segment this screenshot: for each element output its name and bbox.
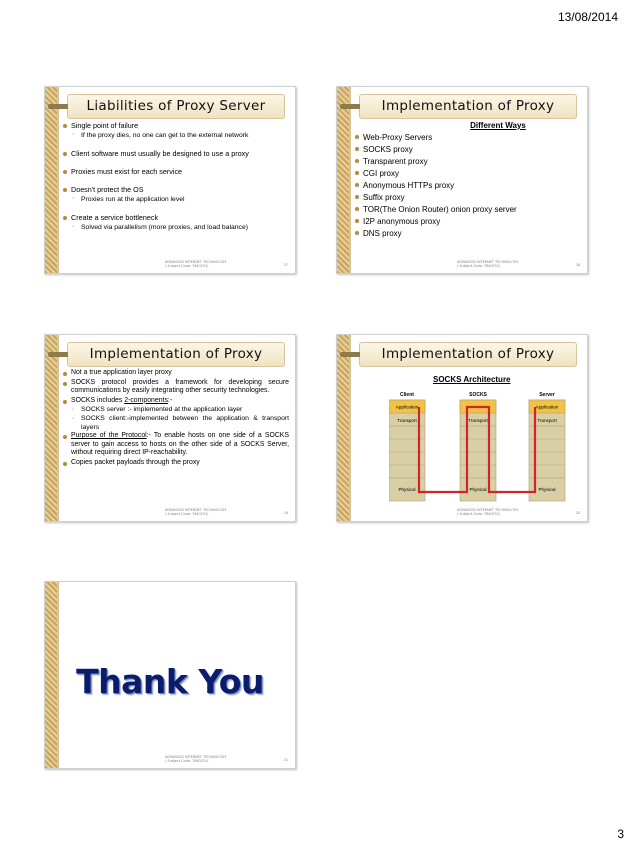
slide-footer xyxy=(165,508,226,516)
bullet: Not a true application layer proxy xyxy=(63,369,289,378)
bullet-text: :- xyxy=(167,396,173,404)
slide-number: 21 xyxy=(284,758,288,762)
sub-bullet: ◦ Proxies run at the application level xyxy=(63,195,289,204)
footer-line: ( Subject Code: 7840251) xyxy=(457,264,501,268)
client-application-label: Application xyxy=(395,404,419,410)
bullet-text: SOCKS includes xyxy=(71,396,125,404)
slide-footer xyxy=(165,755,226,763)
slide-title: Liabilities of Proxy Server xyxy=(86,98,266,114)
bullet: SOCKS protocol provides a framework for developing secure communications by easily integrating other security technologies. xyxy=(63,379,289,396)
thank-you-heading: Thank You xyxy=(76,662,264,701)
server-physical-label: Physical xyxy=(538,487,556,492)
decorative-band xyxy=(337,335,349,521)
decorative-band xyxy=(45,335,57,521)
bullet xyxy=(63,432,289,458)
slide-number: 17 xyxy=(284,263,288,267)
list-item: Transparent proxy xyxy=(355,156,581,167)
slide-content xyxy=(63,121,289,259)
column-label-socks: SOCKS xyxy=(469,392,487,398)
bullet: Copies packet payloads through the proxy xyxy=(63,459,289,468)
bullet-text: :- To enable hosts on one side of a SOCKS server to gain access to hosts on the other side of a SOCKS Server, without requiring direct IP-reachability. xyxy=(71,432,289,457)
slide-content xyxy=(355,121,581,259)
slide-implementation-socks xyxy=(44,334,296,522)
server-application-label: Application xyxy=(535,404,559,410)
page-number: 3 xyxy=(617,827,624,841)
slide-thank-you xyxy=(44,581,296,769)
column-label-server: Server xyxy=(539,392,555,398)
slide-title-bar xyxy=(359,94,577,119)
bullet-underlined-text: 2-components xyxy=(124,396,168,404)
bullet-underlined-text: Purpose of the Protocol xyxy=(71,432,147,440)
list-item: SOCKS proxy xyxy=(355,144,581,155)
footer-line: ( Subject Code: 7840251) xyxy=(165,264,209,268)
bullet: Proxies must exist for each service xyxy=(63,167,289,176)
slide-number: 20 xyxy=(576,511,580,515)
list-item: Anonymous HTTPs proxy xyxy=(355,180,581,191)
sub-bullet: ◦ SOCKS server :- implemented at the application layer xyxy=(63,406,289,415)
decorative-band xyxy=(45,87,57,273)
footer-line: ADVANCED INTERNET TECHNOLOGY xyxy=(165,260,227,264)
slide-socks-architecture xyxy=(336,334,588,522)
sub-bullet: ◦ Solved via parallelism (more proxies, and load balance) xyxy=(63,223,289,232)
list-item: I2P anonymous proxy xyxy=(355,216,581,227)
sub-bullet: ◦ If the proxy dies, no one can get to the external network xyxy=(63,131,289,140)
slide-liabilities xyxy=(44,86,296,274)
list-item: DNS proxy xyxy=(355,228,581,239)
footer-line: ADVANCED INTERNET TECHNOLOGY xyxy=(165,755,227,759)
slide-title: Implementation of Proxy xyxy=(381,98,555,114)
footer-line: ADVANCED INTERNET TECHNOLOGY xyxy=(457,508,519,512)
slide-footer xyxy=(165,260,226,268)
slide-implementation-ways xyxy=(336,86,588,274)
server-transport-label: Transport xyxy=(537,418,557,423)
footer-line: ADVANCED INTERNET TECHNOLOGY xyxy=(457,260,519,264)
slide-title: Implementation of Proxy xyxy=(89,346,263,362)
page-date: 13/08/2014 xyxy=(557,10,618,24)
socks-architecture-diagram xyxy=(389,387,571,507)
bullet: Doesn't protect the OS xyxy=(63,185,289,194)
bullet: Single point of failure xyxy=(63,121,289,130)
footer-line: ( Subject Code: 7840251) xyxy=(165,759,209,763)
slide-footer xyxy=(457,508,518,516)
footer-line: ADVANCED INTERNET TECHNOLOGY xyxy=(165,508,227,512)
list-item: TOR(The Onion Router) onion proxy server xyxy=(355,204,581,215)
socks-stack-body xyxy=(460,400,496,501)
diagram-title: SOCKS Architecture xyxy=(433,375,511,384)
client-transport-label: Transport xyxy=(397,418,417,423)
client-physical-label: Physical xyxy=(398,487,416,492)
decorative-band xyxy=(337,87,349,273)
sub-bullet: ◦ SOCKS client:-implemented between the application & transport layers xyxy=(63,415,289,432)
bullet: Client software must usually be designed to use a proxy xyxy=(63,149,289,158)
list-item: CGI proxy xyxy=(355,168,581,179)
footer-line: ( Subject Code: 7840251) xyxy=(457,512,501,516)
socks-transport-label: Transport xyxy=(468,418,488,423)
slide-title: Implementation of Proxy xyxy=(381,346,555,362)
footer-line: ( Subject Code: 7840251) xyxy=(165,512,209,516)
bullet: Create a service bottleneck xyxy=(63,213,289,222)
socks-stack xyxy=(460,400,496,501)
list-item: Web-Proxy Servers xyxy=(355,132,581,143)
slide-title-bar xyxy=(67,94,285,119)
bullet xyxy=(63,397,289,406)
slide-title-bar xyxy=(67,342,285,367)
slide-number: 18 xyxy=(576,263,580,267)
slide-number: 19 xyxy=(284,511,288,515)
ways-heading: Different Ways xyxy=(470,121,526,130)
slide-content xyxy=(63,369,289,507)
slide-footer xyxy=(457,260,518,268)
slide-title-bar xyxy=(359,342,577,367)
socks-physical-label: Physical xyxy=(469,487,487,492)
list-item: Suffix proxy xyxy=(355,192,581,203)
column-label-client: Client xyxy=(400,392,414,398)
